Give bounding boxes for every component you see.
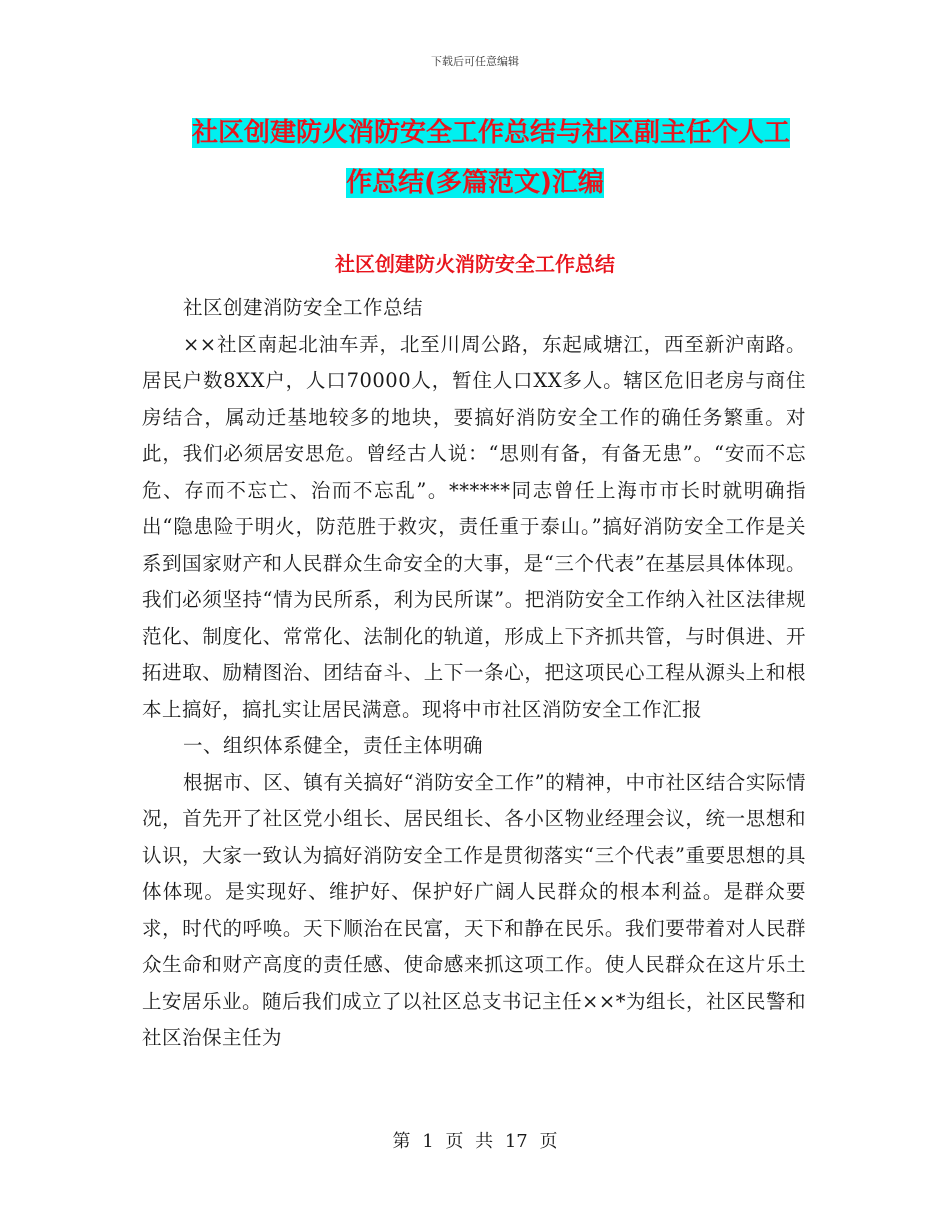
section-title: 社区创建防火消防安全工作总结 [335, 252, 615, 276]
paragraph: 根据市、区、镇有关搞好“消防安全工作”的精神，中市社区结合实际情况，首先开了社区党小组长、居民组长、各小区物业经理会议，统一思想和认识，大家一致认为搞好消防安全工作是贯彻落实“三个代表”重要思想的具体体现。是实现好、维护好、保护好广阔人民群众的根本利益。是群众要求，时代的呼唤。天下顺治在民富，天下和静在民乐。我们要带着对人民群众生命和财产高度的责任感、使命感来抓这项工作。使人民群众在这片乐土上安居乐业。随后我们成立了以社区总支书记主任××*为组长，社区民警和社区治保主任为 [142, 770, 806, 1049]
paragraph: 社区创建消防安全工作总结 [182, 296, 423, 319]
paragraph-heading: 一、组织体系健全，责任主体明确 [182, 734, 483, 757]
paragraph: ××社区南起北油车弄，北至川周公路，东起咸塘江，西至新沪南路。居民户数8XX户，人口70000人，暂住人口XX多人。辖区危旧老房与商住房结合，属动迁基地较多的地块，要搞好消防安全工作的确任务繁重。对此，我们必须居安思危。曾经古人说：“思则有备，有备无患”。“安而不忘危、存而不忘亡、治而不忘乱”。******同志曾任上海市市长时就明确指出“隐患险于明火，防范胜于救灾，责任重于泰山。”搞好消防安全工作是关系到国家财产和人民群众生命安全的大事，是“三个代表”在基层具体体现。我们必须坚持“情为民所系，利为民所谋”。把消防安全工作纳入社区法律规范化、制度化、常常化、法制化的轨道，形成上下齐抓共管，与时俱进、开拓进取、励精图治、团结奋斗、上下一条心，把这项民心工程从源头上和根本上搞好，搞扎实让居民满意。现将中市社区消防安全工作汇报 [142, 332, 806, 721]
header-note: 下载后可任意编辑 [431, 55, 519, 68]
page-footer: 第 1 页 共 17 页 [392, 1131, 558, 1152]
document-body [142, 290, 806, 1057]
title-line-1: 社区创建防火消防安全工作总结与社区副主任个人工 [192, 118, 791, 148]
document-title [145, 108, 805, 208]
title-line-2: 作总结(多篇范文)汇编 [346, 168, 604, 198]
